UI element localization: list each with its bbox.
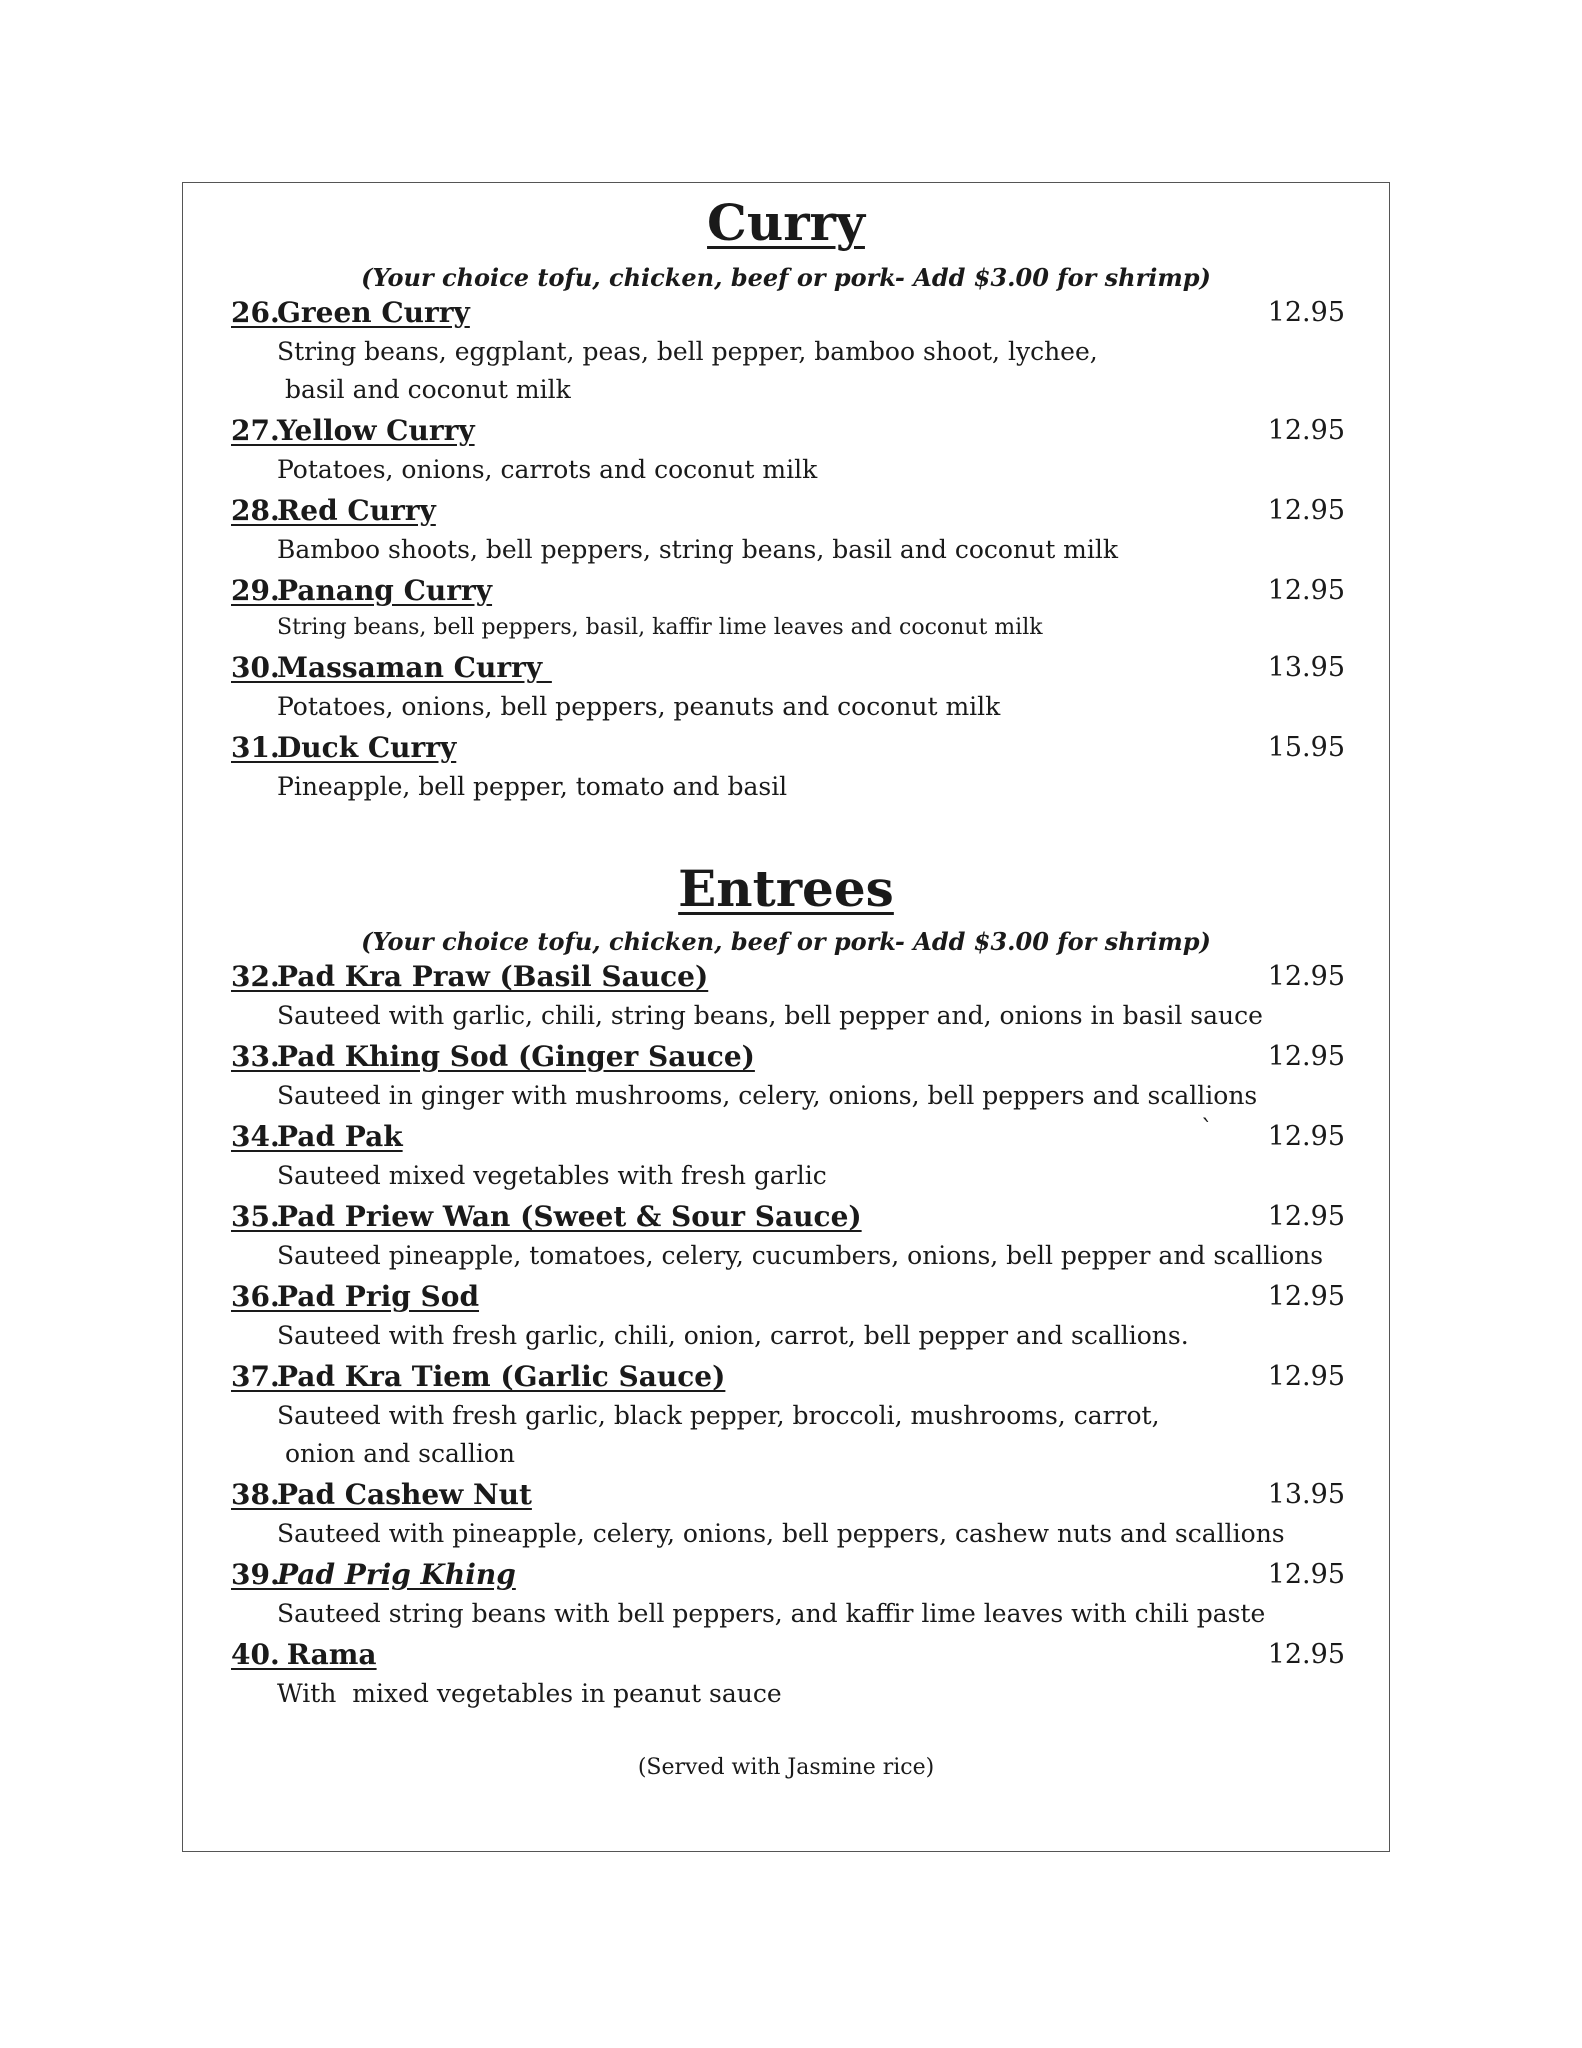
item-name: Pad Pak [277, 1120, 403, 1153]
item-price: 13.95 [1267, 1479, 1345, 1510]
curry-title: Curry [707, 193, 865, 252]
menu-item-28 [231, 493, 1345, 529]
item-description: Sauteed with fresh garlic, black pepper, broccoli, mushrooms, carrot, [277, 1401, 1160, 1430]
item-price: 12.95 [1267, 297, 1345, 328]
item-number: 40. [231, 1638, 280, 1671]
menu-item-38 [231, 1477, 1345, 1513]
item-number: 34. [231, 1120, 280, 1153]
menu-item-33 [231, 1039, 1345, 1075]
item-number: 26. [231, 296, 280, 329]
item-name: Pad Prig Khing [277, 1558, 516, 1591]
item-number: 28. [231, 494, 280, 527]
item-price: 12.95 [1267, 1281, 1345, 1312]
item-description: Sauteed with garlic, chili, string beans, bell pepper and, onions in basil sauce [277, 1001, 1263, 1030]
item-description: Bamboo shoots, bell peppers, string beans, basil and coconut milk [277, 535, 1119, 564]
item-number: 38. [231, 1478, 280, 1511]
item-price: 12.95 [1267, 1201, 1345, 1232]
item-name: Panang Curry [277, 574, 493, 607]
item-price: 12.95 [1267, 415, 1345, 446]
item-price: 12.95 [1267, 1361, 1345, 1392]
item-price: 12.95 [1267, 1639, 1345, 1670]
item-description: Sauteed in ginger with mushrooms, celery, onions, bell peppers and scallions [277, 1081, 1258, 1110]
item-description: With mixed vegetables in peanut sauce [277, 1679, 782, 1708]
menu-item-40 [231, 1637, 1345, 1673]
item-price: 12.95 [1267, 961, 1345, 992]
item-name: Yellow Curry [277, 414, 475, 447]
item-description: Potatoes, onions, carrots and coconut milk [277, 455, 818, 484]
item-name: Pad Prig Sod [277, 1280, 480, 1313]
item-description: basil and coconut milk [277, 375, 571, 404]
item-number: 31. [231, 731, 280, 764]
item-description: Sauteed with pineapple, celery, onions, bell peppers, cashew nuts and scallions [277, 1519, 1285, 1548]
item-name: Massaman Curry [277, 651, 552, 684]
item-number: 35. [231, 1200, 280, 1233]
item-description: Pineapple, bell pepper, tomato and basil [277, 772, 788, 801]
item-name: Rama [277, 1638, 377, 1671]
item-name: Pad Kra Tiem (Garlic Sauce) [277, 1360, 726, 1393]
menu-item-34 [231, 1119, 1345, 1155]
curry-choice-note: (Your choice tofu, chicken, beef or pork- Add $3.00 for shrimp) [361, 263, 1211, 292]
item-description: Sauteed with fresh garlic, chili, onion, carrot, bell pepper and scallions. [277, 1321, 1189, 1350]
menu-item-39 [231, 1557, 1345, 1593]
item-description: Sauteed mixed vegetables with fresh garlic [277, 1161, 827, 1190]
item-number: 39. [231, 1558, 280, 1591]
stray-mark: ` [1201, 1115, 1213, 1143]
item-name: Pad Cashew Nut [277, 1478, 532, 1511]
menu-item-36 [231, 1279, 1345, 1315]
menu-item-37 [231, 1359, 1345, 1395]
menu-item-29 [231, 573, 1345, 609]
item-price: 13.95 [1267, 652, 1345, 683]
item-description: Potatoes, onions, bell peppers, peanuts and coconut milk [277, 692, 1001, 721]
menu-item-30 [231, 650, 1345, 686]
item-price: 15.95 [1267, 732, 1345, 763]
item-description: onion and scallion [277, 1439, 516, 1468]
menu-item-27 [231, 413, 1345, 449]
item-price: 12.95 [1267, 1121, 1345, 1152]
menu-item-31 [231, 730, 1345, 766]
item-number: 29. [231, 574, 280, 607]
item-number: 32. [231, 960, 280, 993]
item-price: 12.95 [1267, 1559, 1345, 1590]
item-number: 33. [231, 1040, 280, 1073]
item-description: Sauteed string beans with bell peppers, and kaffir lime leaves with chili paste [277, 1599, 1266, 1628]
item-price: 12.95 [1267, 575, 1345, 606]
item-number: 27. [231, 414, 280, 447]
item-price: 12.95 [1267, 495, 1345, 526]
item-name: Pad Kra Praw (Basil Sauce) [277, 960, 709, 993]
item-description: String beans, eggplant, peas, bell pepper, bamboo shoot, lychee, [277, 337, 1098, 366]
menu-frame [182, 182, 1390, 1852]
entrees-choice-note: (Your choice tofu, chicken, beef or pork- Add $3.00 for shrimp) [361, 927, 1211, 956]
item-name: Pad Khing Sod (Ginger Sauce) [277, 1040, 755, 1073]
item-number: 37. [231, 1360, 280, 1393]
item-price: 12.95 [1267, 1041, 1345, 1072]
item-number: 36. [231, 1280, 280, 1313]
item-name: Red Curry [277, 494, 436, 527]
menu-item-26 [231, 295, 1345, 331]
entrees-title: Entrees [678, 859, 894, 918]
item-number: 30. [231, 651, 280, 684]
item-name: Pad Priew Wan (Sweet & Sour Sauce) [277, 1200, 862, 1233]
menu-item-32 [231, 959, 1345, 995]
served-with-note: (Served with Jasmine rice) [637, 1755, 935, 1780]
menu-item-35 [231, 1199, 1345, 1235]
item-name: Duck Curry [277, 731, 457, 764]
item-description: Sauteed pineapple, tomatoes, celery, cucumbers, onions, bell pepper and scallions [277, 1241, 1324, 1270]
item-name: Green Curry [277, 296, 470, 329]
item-description: String beans, bell peppers, basil, kaffir lime leaves and coconut milk [277, 615, 1043, 640]
